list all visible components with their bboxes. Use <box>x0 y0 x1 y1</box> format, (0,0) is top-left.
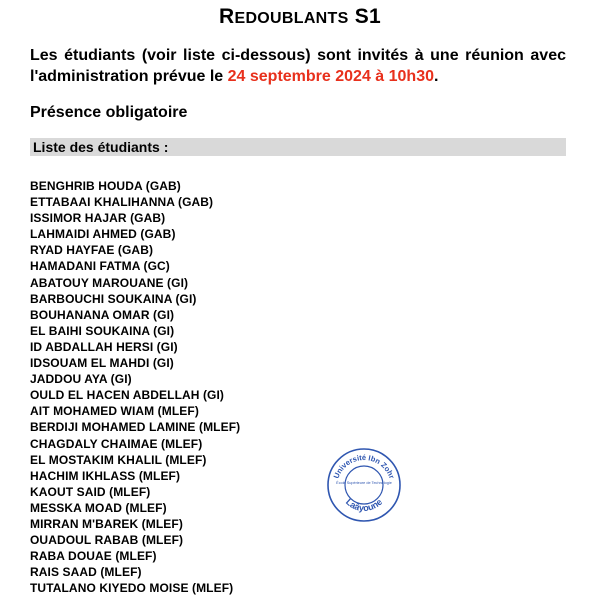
student-item: RABA DOUAE (MLEF) <box>30 549 157 564</box>
student-item: RYAD HAYFAE (GAB) <box>30 243 154 258</box>
student-item: BARBOUCHI SOUKAINA (GI) <box>30 291 197 306</box>
svg-text:Laâyoune <box>344 497 384 513</box>
student-item: LAHMAIDI AHMED (GAB) <box>30 227 176 242</box>
student-item: IDSOUAM EL MAHDI (GI) <box>30 356 174 371</box>
meeting-date: 24 septembre 2024 à 10h30 <box>227 68 434 85</box>
stamp-inner-text: École Supérieure de Technologie <box>336 481 392 485</box>
student-item: OULD EL HACEN ABDELLAH (GI) <box>30 388 225 403</box>
student-item: BOUHANANA OMAR (GI) <box>30 307 175 322</box>
student-item: BENGHRIB HOUDA (GAB) <box>30 179 181 193</box>
student-item: ISSIMOR HAJAR (GAB) <box>30 211 166 226</box>
intro-text-after: . <box>434 68 439 85</box>
student-item: ABATOUY MAROUANE (GI) <box>30 275 189 290</box>
student-item: EL BAIHI SOUKAINA (GI) <box>30 323 175 338</box>
student-list-header <box>30 138 566 156</box>
student-item: CHAGDALY CHAIMAE (MLEF) <box>30 436 203 451</box>
student-item: TUTALANO KIYEDO MOISE (MLEF) <box>30 581 234 596</box>
student-item: ETTABAAI KHALIHANNA (GAB) <box>30 195 214 210</box>
student-item: MIRRAN M'BAREK (MLEF) <box>30 516 183 531</box>
intro-paragraph <box>30 45 566 87</box>
student-item: RAIS SAAD (MLEF) <box>30 565 142 580</box>
student-item: HAMADANI FATMA (GC) <box>30 259 170 274</box>
student-item: AIT MOHAMED WIAM (MLEF) <box>30 404 199 419</box>
student-item: KAOUT SAID (MLEF) <box>30 484 151 499</box>
student-list-header-label: Liste des étudiants : <box>33 139 169 155</box>
page-title <box>0 5 600 29</box>
intro-text-before: Les étudiants (voir liste ci-dessous) sont invités à une réunion avec l'administration prévue le <box>30 47 566 85</box>
student-item: OUADOUL RABAB (MLEF) <box>30 533 184 548</box>
student-item: JADDOU AYA (GI) <box>30 372 132 387</box>
institution-stamp <box>326 447 402 523</box>
student-list <box>30 178 240 596</box>
title-first-letter: R <box>219 5 235 28</box>
student-item: BERDIJI MOHAMED LAMINE (MLEF) <box>30 420 241 435</box>
student-item: MESSKA MOAD (MLEF) <box>30 500 167 515</box>
title-suffix: S1 <box>348 5 381 28</box>
student-item: ID ABDALLAH HERSI (GI) <box>30 339 178 354</box>
stamp-outer-text: Université Ibn Zohr <box>331 452 397 480</box>
student-item: EL MOSTAKIM KHALIL (MLEF) <box>30 452 207 467</box>
student-item: HACHIM IKHLASS (MLEF) <box>30 468 181 483</box>
stamp-city-text: Laâyoune <box>343 496 385 514</box>
presence-notice: Présence obligatoire <box>30 104 188 121</box>
title-rest: EDOUBLANTS <box>234 10 349 27</box>
